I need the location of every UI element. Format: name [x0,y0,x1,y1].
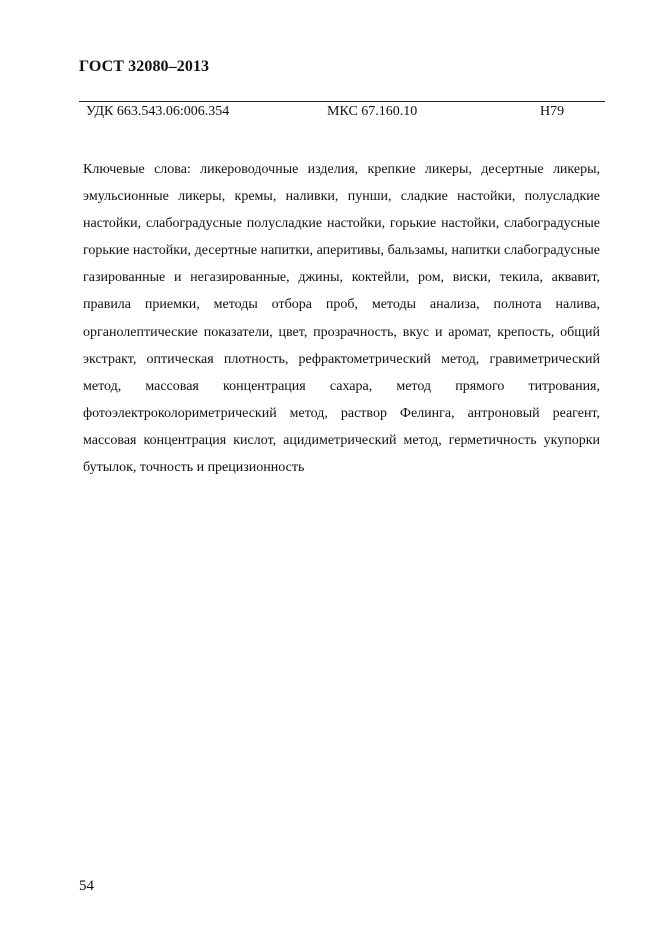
udk-code: УДК 663.543.06:006.354 [86,104,230,119]
mks-code: МКС 67.160.10 [327,104,418,119]
group-code: Н79 [540,104,565,119]
keywords-paragraph: Ключевые слова: ликероводочные изделия, крепкие ликеры, десертные ликеры, эмульсионные ликеры, кремы, наливки, пунши, сладкие настойки, полусладкие настойки, слабоградусные полусладкие настойки, горькие настойки, слабоградусные горькие настойки, десертные напитки, аперитивы, бальзамы, напитки слабоградусные газированные и негазированные, джины, коктейли, ром, виски, текила, аквавит, правила приемки, методы отбора проб, методы анализа, полнота налива, органолептические показатели, цвет, прозрачность, вкус и аромат, крепость, общий экстракт, оптическая плотность, рефрактометрический метод, гравиметрический метод, массовая концентрация сахара, метод прямого титрования, фотоэлектроколориметрический метод, раствор Фелинга, антроновый реагент, массовая концентрация кислот, ацидиметрический метод, герметичность укупорки бутылок, точность и прецизионность [83,162,600,476]
standard-header: ГОСТ 32080–2013 [79,58,210,75]
page-number: 54 [79,878,94,894]
header-divider [79,101,605,102]
